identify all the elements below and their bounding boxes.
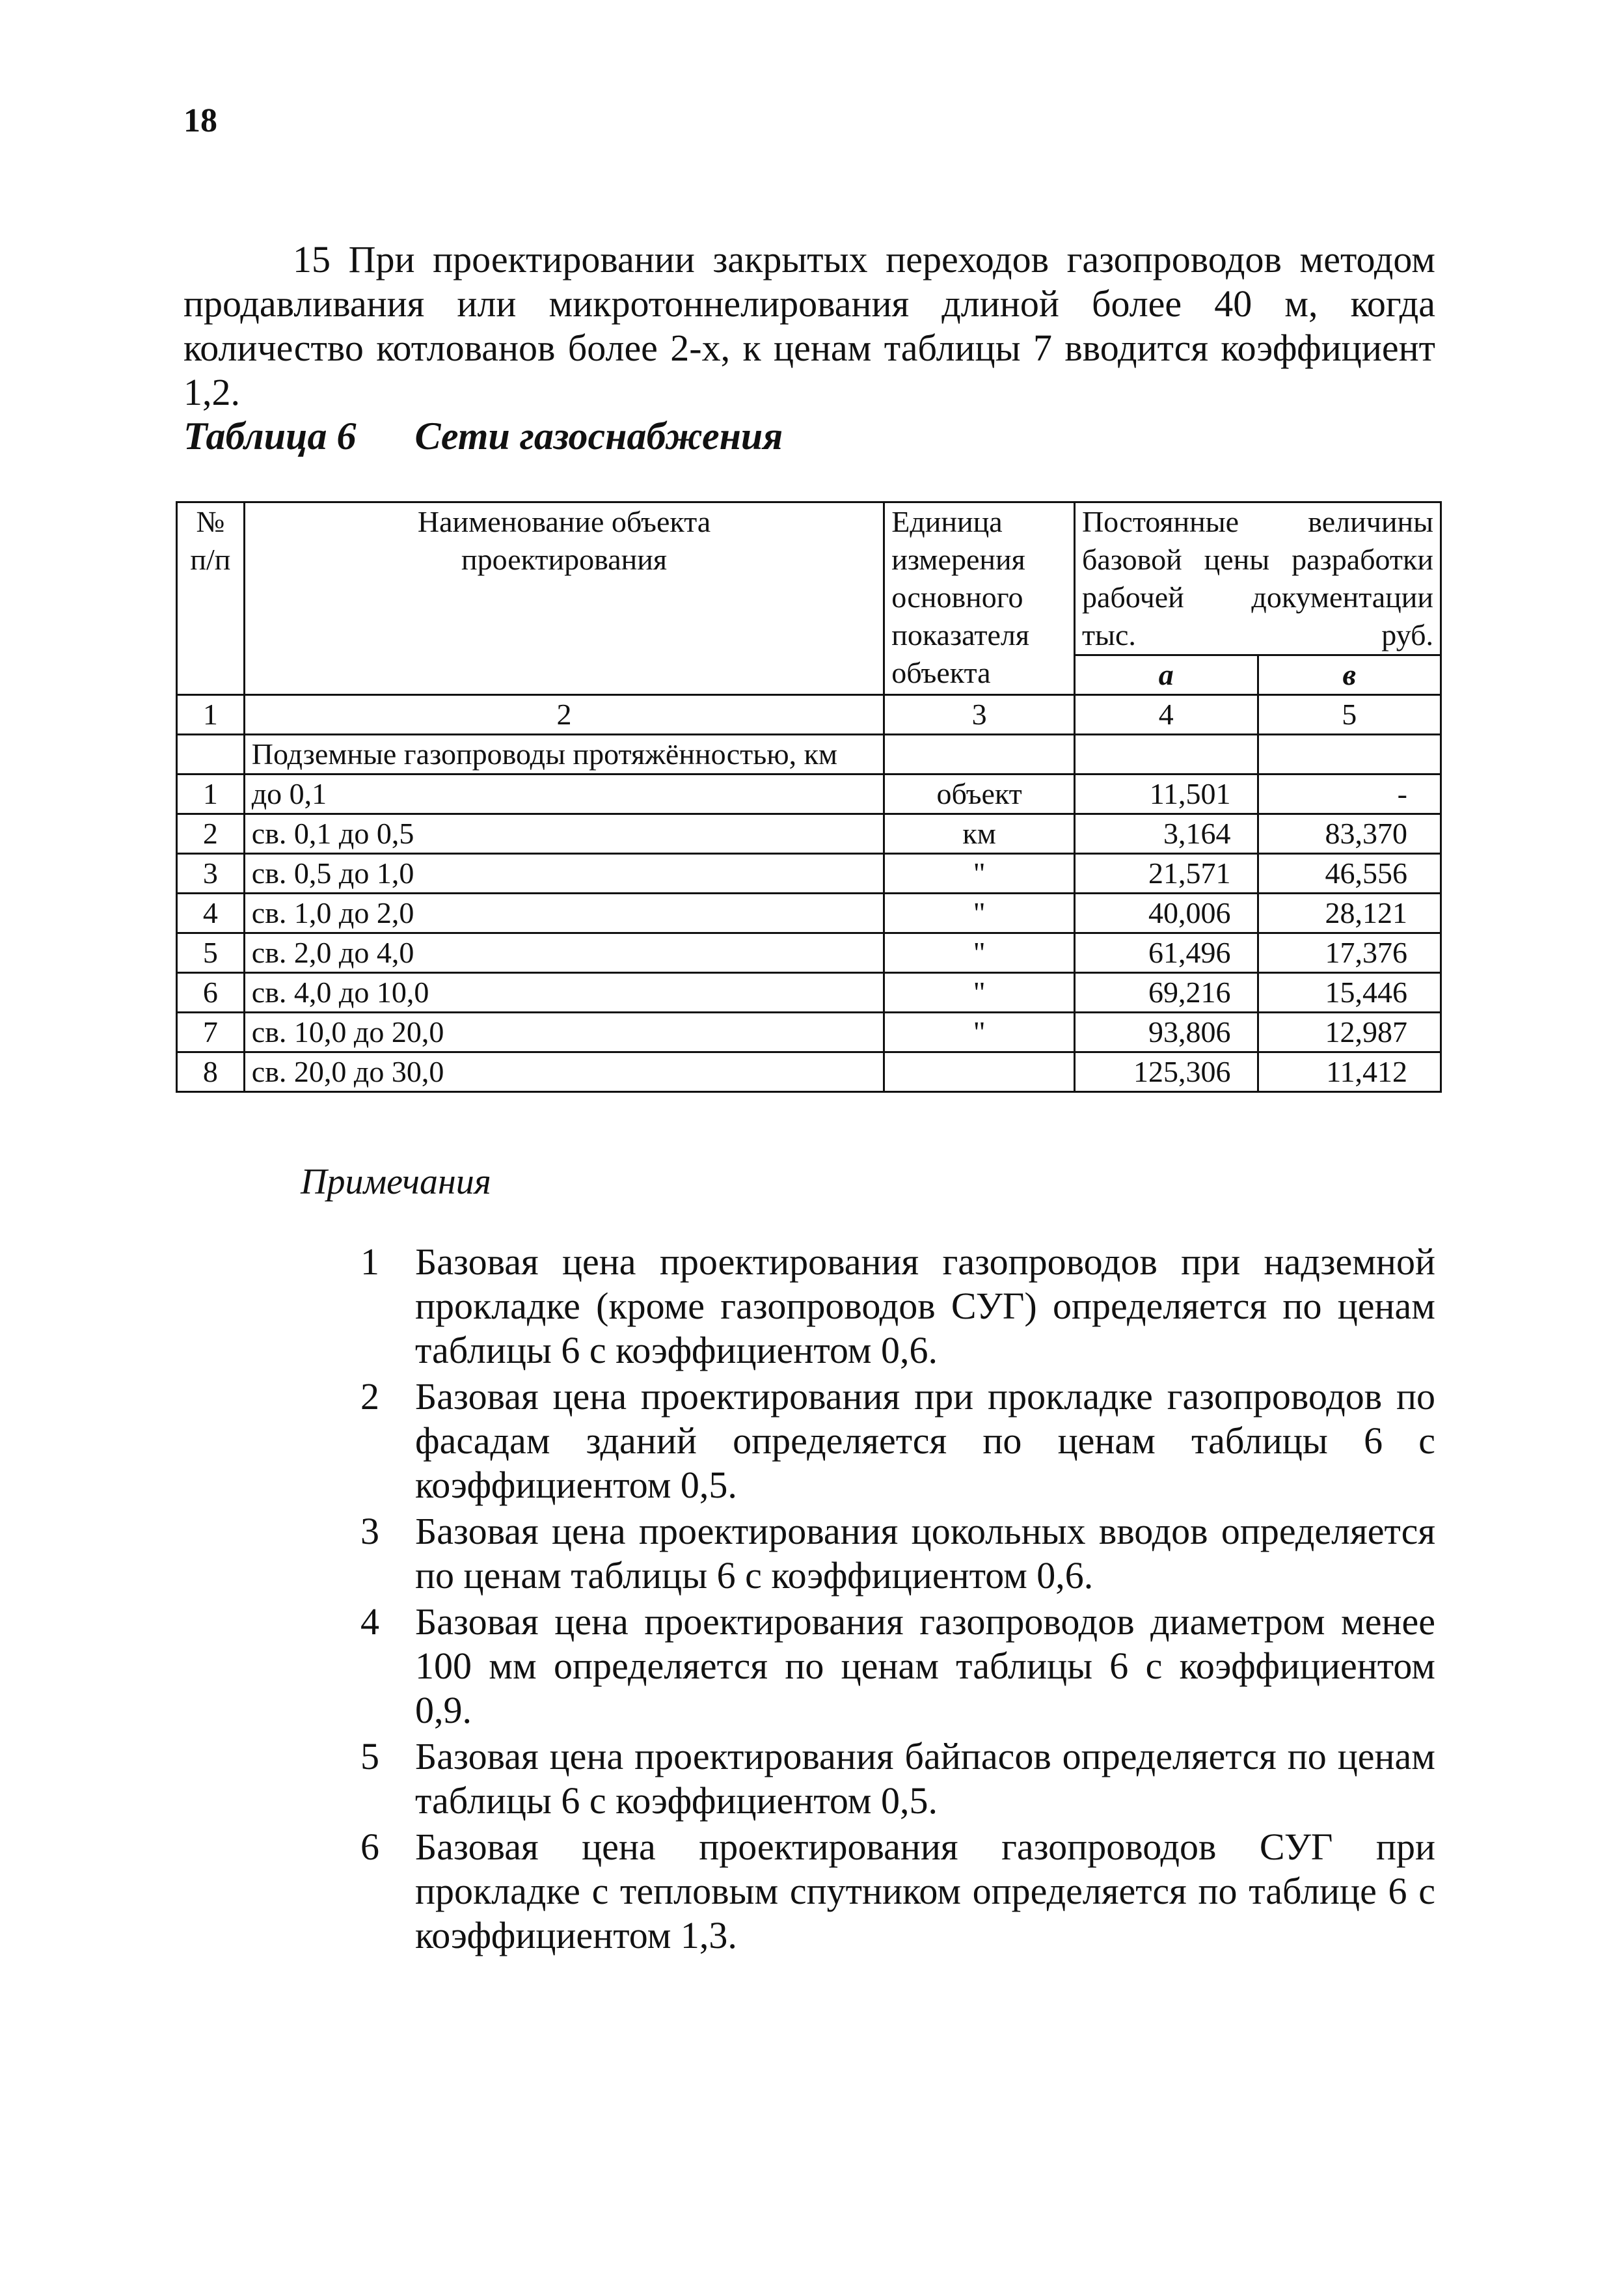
row-number: 5 — [177, 933, 245, 973]
row-unit: " — [884, 1013, 1075, 1052]
row-number: 6 — [177, 973, 245, 1013]
page-number: 18 — [183, 102, 217, 139]
header-col-b: в — [1258, 655, 1441, 695]
note-item — [351, 1600, 1435, 1733]
note-number: 3 — [360, 1510, 379, 1552]
note-text: Базовая цена проектирования газопроводов при надземной прокладке (кроме газопроводов СУГ) определяется по ценам таблицы 6 с коэффициентом 0,6. — [415, 1240, 1435, 1371]
row-name: св. 2,0 до 4,0 — [244, 933, 884, 973]
note-text: Базовая цена проектирования газопроводов СУГ при прокладке с тепловым спутником определяется по таблице 6 с коэффициентом 1,3. — [415, 1826, 1435, 1956]
row-name: св. 0,5 до 1,0 — [244, 854, 884, 894]
row-value-a: 61,496 — [1074, 933, 1258, 973]
row-value-b: 28,121 — [1258, 894, 1441, 933]
row-name: св. 10,0 до 20,0 — [244, 1013, 884, 1052]
note-item — [351, 1734, 1435, 1823]
table-row — [177, 774, 1441, 814]
table-row — [177, 1052, 1441, 1092]
row-value-b: 83,370 — [1258, 814, 1441, 854]
header-col-a: а — [1074, 655, 1258, 695]
row-unit — [884, 1052, 1075, 1092]
note-number: 5 — [360, 1735, 379, 1777]
header-num: № п/п — [177, 502, 245, 695]
row-value-a: 3,164 — [1074, 814, 1258, 854]
row-value-b: 46,556 — [1258, 854, 1441, 894]
note-text: Базовая цена проектирования байпасов определяется по ценам таблицы 6 с коэффициентом 0,5. — [415, 1735, 1435, 1822]
intro-paragraph — [183, 238, 1435, 415]
row-number: 1 — [177, 774, 245, 814]
column-number: 1 — [177, 695, 245, 735]
row-number: 4 — [177, 894, 245, 933]
note-text: Базовая цена проектирования при прокладке газопроводов по фасадам зданий определяется по ценам таблицы 6 с коэффициентом 0,5. — [415, 1375, 1435, 1506]
row-name: до 0,1 — [244, 774, 884, 814]
row-unit: " — [884, 854, 1075, 894]
notes-list — [351, 1240, 1435, 1960]
column-number: 3 — [884, 695, 1075, 735]
header-price: Постоянные величины базовой цены разработки рабочей документации тыс. руб. — [1074, 502, 1441, 655]
row-value-a: 40,006 — [1074, 894, 1258, 933]
table-header-row — [177, 502, 1441, 655]
table-row — [177, 933, 1441, 973]
table-name: Сети газоснабжения — [414, 415, 783, 458]
group-title-row — [177, 735, 1441, 774]
column-number-row — [177, 695, 1441, 735]
note-item — [351, 1240, 1435, 1373]
row-value-a: 69,216 — [1074, 973, 1258, 1013]
table-row — [177, 973, 1441, 1013]
note-number: 4 — [360, 1600, 379, 1643]
row-number: 3 — [177, 854, 245, 894]
intro-text: 15 При проектировании закрытых переходов газопроводов методом продавливания или микротоннелирования длиной более 40 м, когда количество котлованов более 2-х, к ценам таблицы 7 вводится коэффициент 1,2. — [183, 238, 1435, 413]
header-unit: Единица измерения основного показателя объекта — [884, 502, 1075, 695]
note-number: 1 — [360, 1240, 379, 1283]
row-value-b: 12,987 — [1258, 1013, 1441, 1052]
row-number: 8 — [177, 1052, 245, 1092]
row-number: 7 — [177, 1013, 245, 1052]
column-number: 5 — [1258, 695, 1441, 735]
note-text: Базовая цена проектирования газопроводов диаметром менее 100 мм определяется по ценам таблицы 6 с коэффициентом 0,9. — [415, 1600, 1435, 1731]
row-value-a: 21,571 — [1074, 854, 1258, 894]
table-row — [177, 814, 1441, 854]
header-name: Наименование объекта проектирования — [244, 502, 884, 695]
row-unit: " — [884, 973, 1075, 1013]
row-value-b: - — [1258, 774, 1441, 814]
row-value-a: 11,501 — [1074, 774, 1258, 814]
row-value-a: 93,806 — [1074, 1013, 1258, 1052]
row-unit: " — [884, 933, 1075, 973]
row-unit: " — [884, 894, 1075, 933]
notes-title: Примечания — [301, 1162, 491, 1202]
table-row — [177, 894, 1441, 933]
table-row — [177, 854, 1441, 894]
note-item — [351, 1509, 1435, 1598]
row-name: св. 1,0 до 2,0 — [244, 894, 884, 933]
table-title — [183, 417, 783, 456]
table-label: Таблица 6 — [183, 415, 357, 458]
note-number: 6 — [360, 1826, 379, 1868]
note-item — [351, 1825, 1435, 1958]
row-value-b: 17,376 — [1258, 933, 1441, 973]
note-item — [351, 1375, 1435, 1507]
row-unit: объект — [884, 774, 1075, 814]
row-name: св. 0,1 до 0,5 — [244, 814, 884, 854]
row-value-b: 15,446 — [1258, 973, 1441, 1013]
row-unit: км — [884, 814, 1075, 854]
row-value-b: 11,412 — [1258, 1052, 1441, 1092]
column-number: 2 — [244, 695, 884, 735]
row-value-a: 125,306 — [1074, 1052, 1258, 1092]
note-number: 2 — [360, 1375, 379, 1418]
row-name: св. 20,0 до 30,0 — [244, 1052, 884, 1092]
group-title: Подземные газопроводы протяжённостью, км — [244, 735, 884, 774]
note-text: Базовая цена проектирования цокольных вводов определяется по ценам таблицы 6 с коэффициентом 0,6. — [415, 1510, 1435, 1597]
row-number: 2 — [177, 814, 245, 854]
row-name: св. 4,0 до 10,0 — [244, 973, 884, 1013]
gas-network-table — [176, 501, 1442, 1093]
table-row — [177, 1013, 1441, 1052]
column-number: 4 — [1074, 695, 1258, 735]
